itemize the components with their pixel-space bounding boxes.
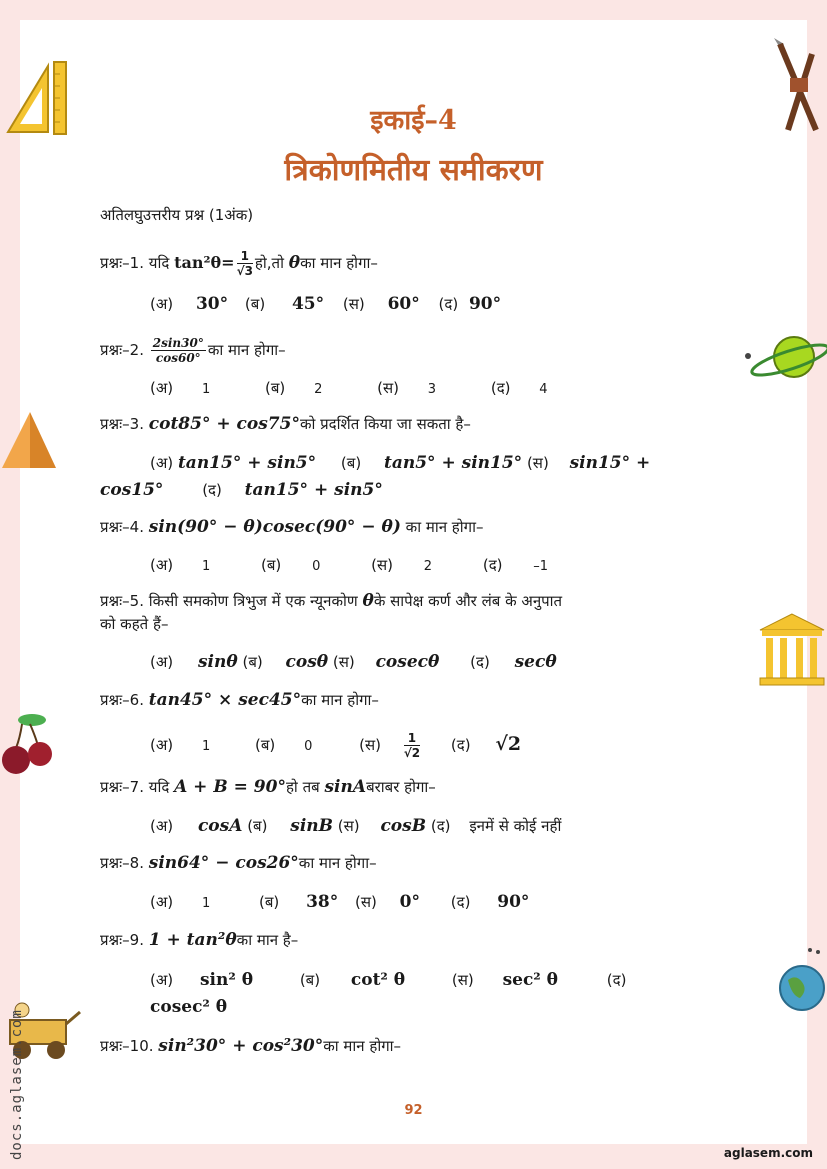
q5-text-cont: के सापेक्ष कर्ण और लंब के अनुपात [373, 592, 563, 610]
pyramid-icon [0, 410, 58, 470]
q3-option-a: tan15° + sin5° [177, 453, 317, 473]
q5-option-b: cosθ [285, 652, 329, 672]
label-b: (ब) [244, 295, 266, 313]
q7-expr: A + B = 90° [174, 777, 286, 797]
q5-text: प्रश्नः–5. किसी समकोण त्रिभुज में एक न्यूनकोण [100, 592, 363, 610]
q9-options-line2 [150, 996, 227, 1018]
question-3 [100, 414, 471, 434]
question-10 [100, 1036, 401, 1056]
label-d: (द) [482, 556, 503, 574]
label-c: (स) [359, 736, 381, 754]
q7-options [150, 815, 561, 837]
q2-option-a: 1 [201, 382, 211, 397]
label-c: (स) [342, 295, 365, 313]
q7-option-a: cosA [197, 816, 243, 836]
q3-options-line1 [150, 452, 650, 474]
label-a: (अ) [150, 454, 174, 472]
q4-option-d: –1 [533, 559, 549, 574]
label-c: (स) [451, 971, 474, 989]
label-d: (द) [450, 736, 471, 754]
q1-options [150, 293, 501, 315]
brand-link[interactable]: aglasem.com [723, 1146, 813, 1160]
label-b: (ब) [242, 653, 263, 671]
q2-option-c: 3 [427, 382, 437, 397]
page-number: 92 [404, 1103, 423, 1118]
q1-option-b: 45° [291, 294, 325, 314]
q1-expr: tan²θ= [174, 253, 235, 272]
q3-prefix: प्रश्नः–3. [100, 415, 149, 433]
question-2 [100, 336, 286, 365]
q1-suffix: का मान होगा– [300, 254, 378, 272]
q9-suffix: का मान है– [236, 931, 299, 949]
q8-options [150, 891, 529, 915]
q3-expr: cot85° + cos75° [148, 414, 300, 434]
q5-options [150, 651, 557, 673]
question-9 [100, 930, 298, 950]
label-d: (द) [470, 653, 490, 671]
label-b: (ब) [265, 379, 286, 397]
q4-expr: sin(90° − θ)cosec(90° − θ) [148, 517, 401, 537]
q6-frac-num: 1 [404, 731, 420, 746]
q9-option-d: cosec² θ [150, 997, 228, 1017]
label-d: (द) [606, 971, 627, 989]
q2-prefix: प्रश्नः–2. [100, 341, 149, 359]
q7-option-d: इनमें से कोई नहीं [469, 817, 562, 835]
label-a: (अ) [150, 971, 174, 989]
label-d: (द) [490, 379, 511, 397]
q6-frac-den: √2 [403, 746, 421, 760]
q1-option-a: 30° [195, 294, 229, 314]
cherries-icon [0, 708, 58, 780]
q3-option-b: tan5° + sin15° [383, 453, 523, 473]
q4-options [150, 554, 548, 578]
label-b: (ब) [259, 893, 280, 911]
q6-prefix: प्रश्नः–6. [100, 691, 149, 709]
chapter-title: त्रिकोणमितीय समीकरण [284, 153, 543, 188]
q6-suffix: का मान होगा– [301, 691, 379, 709]
label-d: (द) [202, 481, 222, 499]
label-b: (ब) [340, 454, 362, 472]
section-heading: अतिलघुउत्तरीय प्रश्न (1अंक) [100, 206, 254, 224]
watermark-text: docs.aglasem.com [9, 1009, 25, 1160]
q2-fraction [151, 336, 206, 365]
q1-frac-num: 1 [237, 249, 253, 264]
label-b: (ब) [255, 736, 276, 754]
q6-expr: tan45° × sec45° [148, 690, 302, 710]
q2-suffix: का मान होगा– [207, 341, 286, 359]
q9-option-a: sin² θ [199, 970, 254, 990]
q7-mid: हो तब [285, 778, 325, 796]
planet-icon [742, 330, 827, 386]
label-a: (अ) [150, 736, 174, 754]
q1-option-d: 90° [468, 294, 502, 314]
q5-theta: θ [362, 591, 374, 611]
q5-option-a: sinθ [197, 652, 238, 672]
q3-option-c-cont: cos15° [100, 480, 164, 500]
q4-option-b: 0 [312, 559, 321, 574]
q1-option-c: 60° [387, 294, 420, 314]
q8-prefix: प्रश्नः–8. [100, 854, 149, 872]
q2-option-d: 4 [539, 382, 548, 397]
question-4 [100, 517, 483, 537]
q1-frac-den: √3 [236, 264, 253, 278]
label-d: (द) [430, 817, 451, 835]
q1-theta: θ [288, 253, 301, 273]
q9-options-line1 [150, 969, 626, 991]
label-a: (अ) [150, 556, 174, 574]
q10-suffix: का मान होगा– [323, 1037, 402, 1055]
label-d: (द) [450, 893, 471, 911]
q4-option-c: 2 [423, 559, 433, 574]
unit-heading: इकाई–4 [370, 105, 457, 136]
q3-options-line2 [100, 479, 383, 501]
label-a: (अ) [150, 893, 174, 911]
q4-option-a: 1 [201, 559, 211, 574]
q10-prefix: प्रश्नः–10. [100, 1037, 159, 1055]
q4-prefix: प्रश्नः–4. [100, 518, 149, 536]
q8-option-d: 90° [497, 892, 530, 912]
q2-frac-num: 2sin30° [152, 336, 204, 350]
q7-prefix: प्रश्नः–7. यदि [100, 778, 175, 796]
q6-option-c [404, 731, 420, 760]
question-5-line1 [100, 591, 562, 611]
label-b: (ब) [261, 556, 282, 574]
q3-suffix: को प्रदर्शित किया जा सकता है– [299, 415, 471, 433]
q6-option-a: 1 [201, 739, 211, 754]
label-a: (अ) [150, 653, 174, 671]
question-1 [100, 249, 378, 278]
label-d: (द) [438, 295, 459, 313]
label-a: (अ) [150, 295, 174, 313]
globe-icon [778, 946, 827, 1016]
q8-suffix: का मान होगा– [298, 854, 377, 872]
q9-option-c: sec² θ [502, 970, 559, 990]
label-c: (स) [332, 653, 355, 671]
q10-expr: sin²30° + cos²30° [158, 1036, 324, 1056]
label-c: (स) [355, 893, 377, 911]
question-5-line2: को कहते हैं– [100, 615, 169, 633]
q1-fraction [237, 249, 253, 278]
q2-frac-den: cos60° [155, 351, 201, 365]
question-7 [100, 777, 436, 797]
q1-mid: हो,तो [254, 254, 289, 272]
q7-option-c: cosB [380, 816, 427, 836]
q4-suffix: का मान होगा– [400, 518, 484, 536]
q8-option-c: 0° [399, 892, 421, 912]
label-b: (ब) [299, 971, 321, 989]
label-c: (स) [337, 817, 360, 835]
q6-options [150, 730, 521, 761]
q6-option-b: 0 [304, 739, 313, 754]
q6-option-d: √2 [495, 733, 522, 755]
q1-prefix: प्रश्नः–1. यदि [100, 254, 175, 272]
temple-icon [758, 612, 826, 686]
q3-option-c: sin15° + [569, 453, 651, 473]
q7-option-b: sinB [290, 816, 334, 836]
q2-options [150, 377, 548, 401]
label-a: (अ) [150, 379, 174, 397]
question-6 [100, 690, 379, 710]
q8-option-a: 1 [201, 896, 211, 911]
q9-prefix: प्रश्नः–9. [100, 931, 149, 949]
label-b: (ब) [247, 817, 268, 835]
q2-option-b: 2 [314, 382, 323, 397]
q7-suffix: बराबर होगा– [366, 778, 436, 796]
label-c: (स) [377, 379, 399, 397]
q9-option-b: cot² θ [350, 970, 406, 990]
question-8 [100, 853, 377, 873]
q5-option-c: cosecθ [375, 652, 440, 672]
q9-expr: 1 + tan²θ [148, 930, 237, 950]
label-c: (स) [371, 556, 393, 574]
q8-expr: sin64° − cos26° [148, 853, 299, 873]
q3-option-d: tan15° + sin5° [244, 480, 383, 500]
q8-option-b: 38° [306, 892, 339, 912]
q5-option-d: secθ [514, 652, 557, 672]
label-a: (अ) [150, 817, 174, 835]
q7-expr2: sinA [324, 777, 367, 797]
label-c: (स) [526, 454, 549, 472]
